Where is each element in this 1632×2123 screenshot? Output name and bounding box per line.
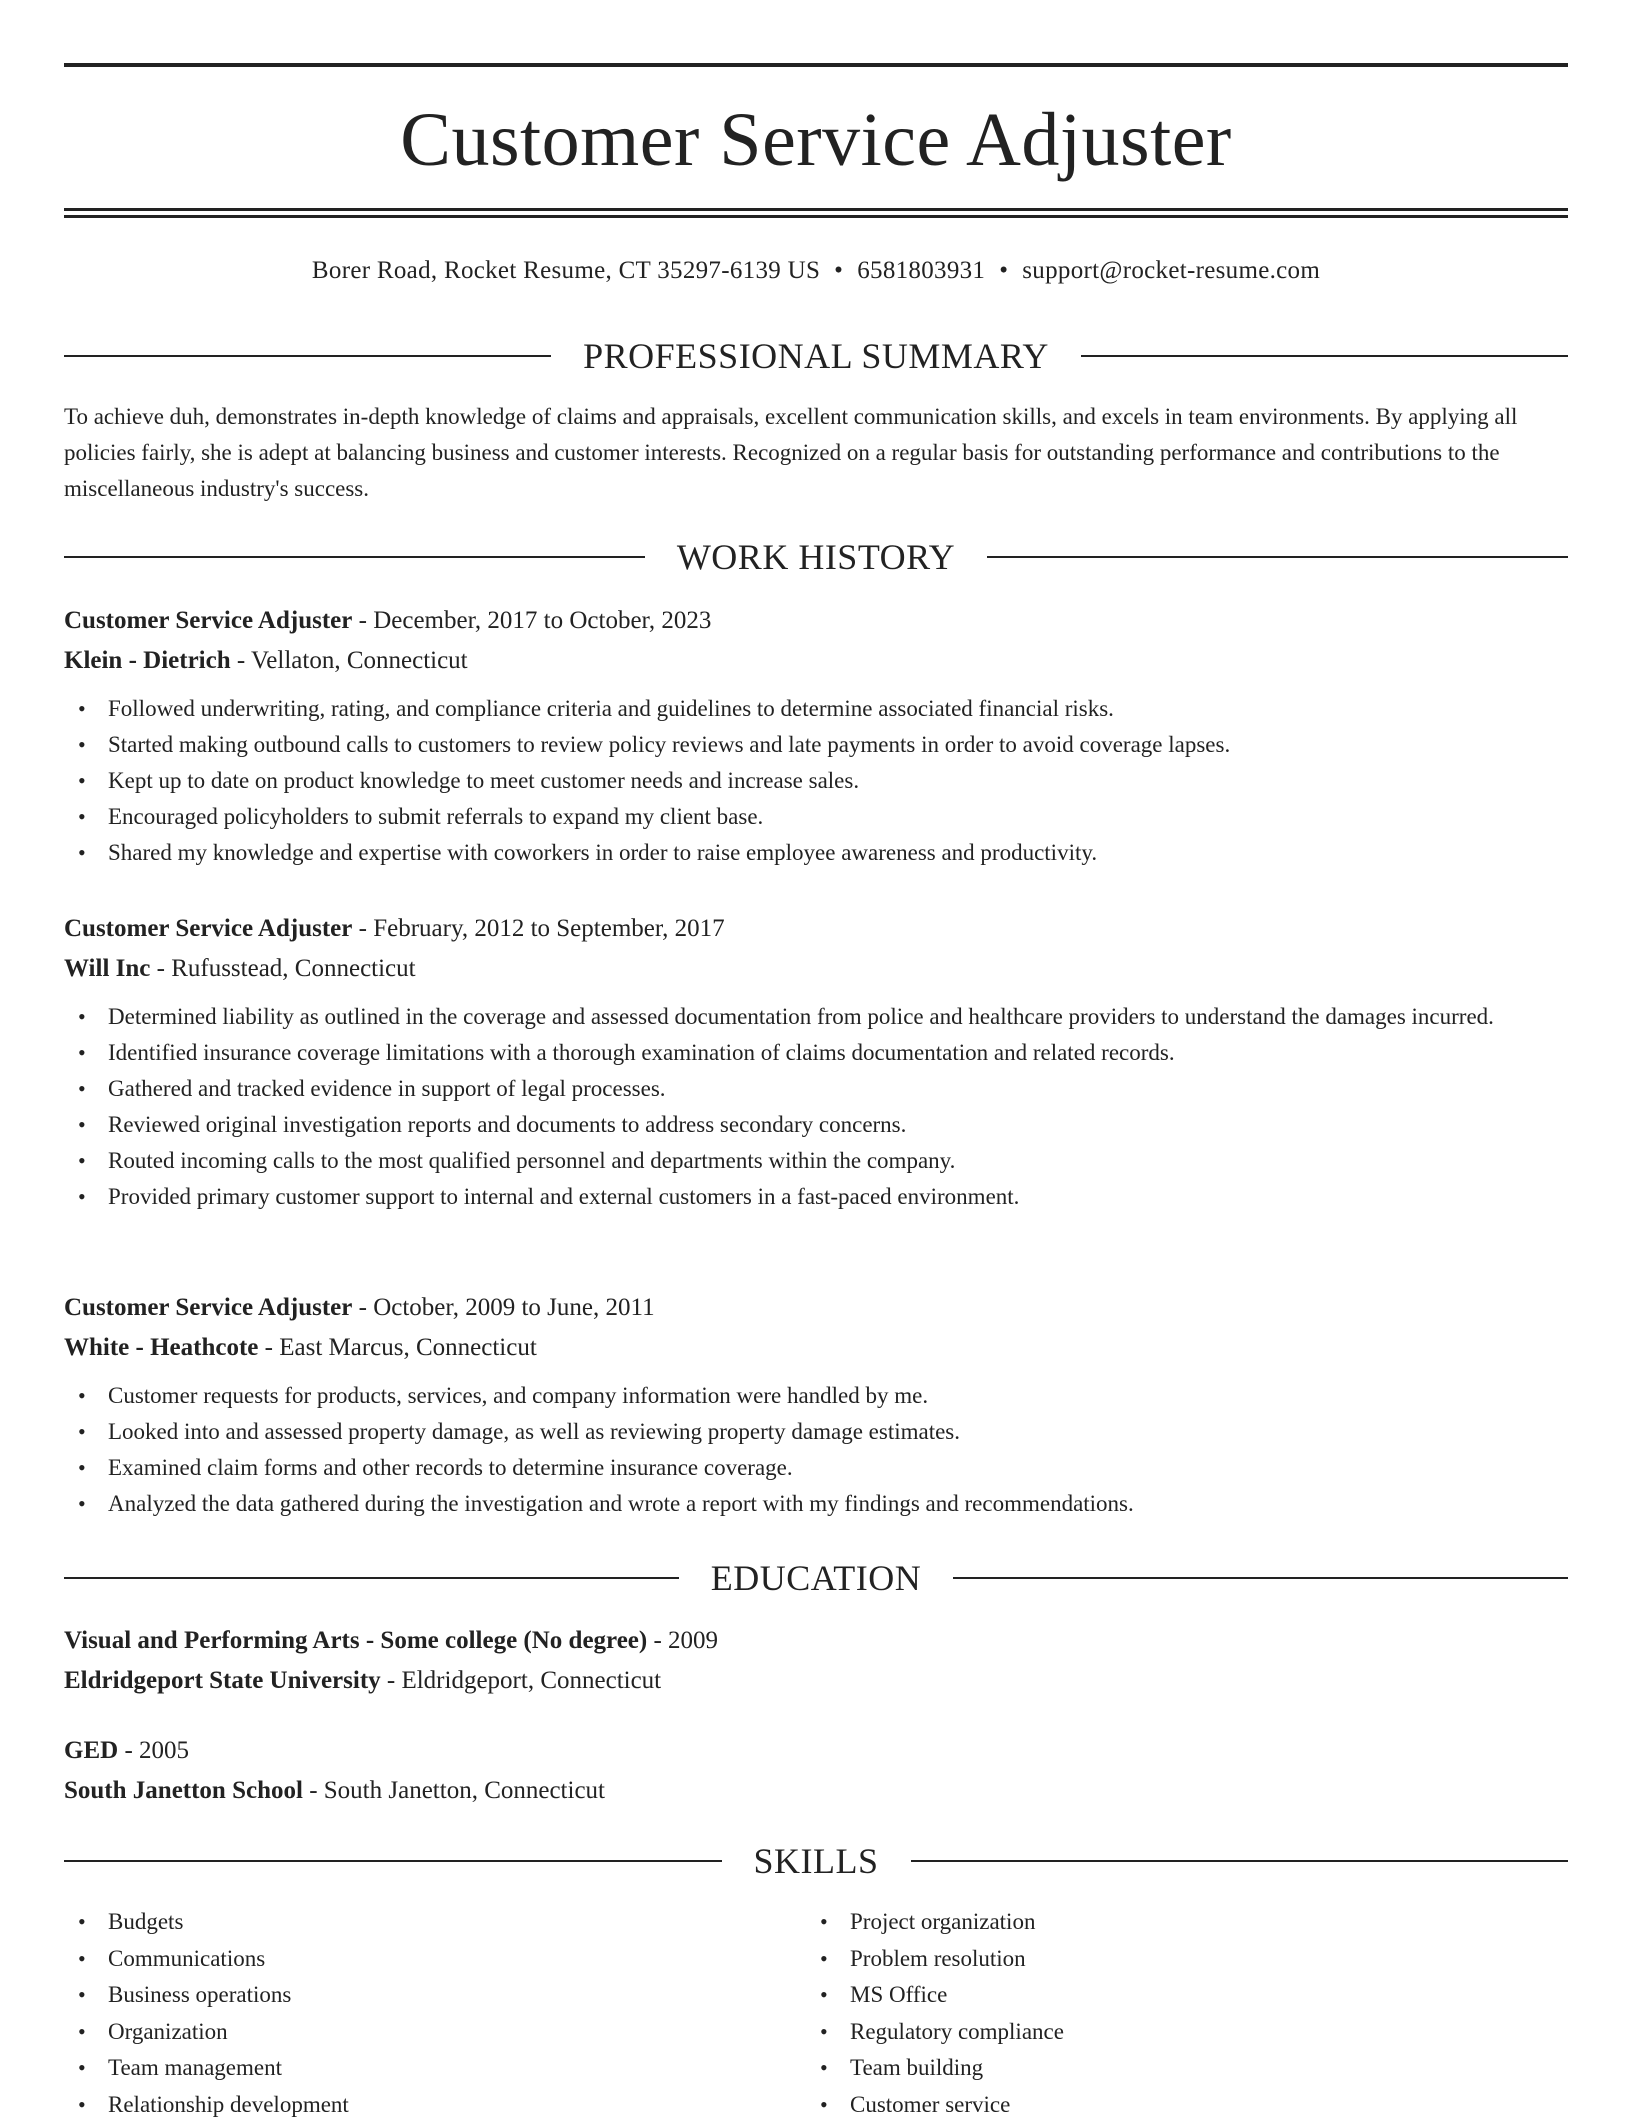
contact-address: Borer Road, Rocket Resume, CT 35297-6139 US [312, 257, 820, 284]
heading-rule [64, 556, 645, 558]
skills-section-heading [64, 1839, 1568, 1883]
list-item: • Shared my knowledge and expertise with coworkers in order to raise employee awareness and productivity. [64, 835, 1568, 871]
job-bullets [64, 999, 1568, 1215]
skills-heading: SKILLS [722, 1840, 911, 1882]
heading-rule [64, 355, 551, 357]
education-location: South Janetton, Connecticut [324, 1777, 605, 1804]
list-item: • Looked into and assessed property damage, as well as reviewing property damage estimates. [64, 1414, 1568, 1450]
education-degree-line: Visual and Performing Arts - Some college (No degree) - 2009 [64, 1621, 1568, 1661]
job-entry [64, 909, 1568, 1215]
heading-rule [1081, 355, 1568, 357]
list-item: • Followed underwriting, rating, and compliance criteria and guidelines to determine associated financial risks. [64, 691, 1568, 727]
education-degree: Visual and Performing Arts - Some college (No degree) [64, 1627, 647, 1654]
skill-item: • Budgets [64, 1904, 806, 1941]
job-title-line: Customer Service Adjuster - December, 2017 to October, 2023 [64, 601, 1568, 641]
education-entry [64, 1621, 1568, 1701]
skill-item: • Problem resolution [806, 1941, 1548, 1978]
job-dates: February, 2012 to September, 2017 [373, 915, 724, 942]
job-title: Customer Service Adjuster [64, 607, 352, 634]
education-school-line: South Janetton School - South Janetton, Connecticut [64, 1771, 1568, 1811]
heading-rule [911, 1860, 1569, 1862]
work-heading: WORK HISTORY [645, 536, 987, 578]
education-section-heading [64, 1556, 1568, 1600]
work-section-heading [64, 535, 1568, 579]
contact-separator: • [985, 257, 1022, 284]
skill-item: • Organization [64, 2014, 806, 2051]
education-school-line: Eldridgeport State University - Eldridgeport, Connecticut [64, 1661, 1568, 1701]
education-location: Eldridgeport, Connecticut [401, 1667, 661, 1694]
job-company: White - Heathcote [64, 1334, 258, 1361]
education-heading: EDUCATION [679, 1557, 953, 1599]
education-degree-line: GED - 2005 [64, 1731, 1568, 1771]
job-title: Customer Service Adjuster [64, 1294, 352, 1321]
list-item: • Routed incoming calls to the most qualified personnel and departments within the company. [64, 1143, 1568, 1179]
education-school: South Janetton School [64, 1777, 303, 1804]
education-year: 2009 [668, 1627, 718, 1654]
contact-line [64, 254, 1568, 288]
skills-column-left [64, 1904, 806, 2123]
list-item: • Kept up to date on product knowledge to meet customer needs and increase sales. [64, 763, 1568, 799]
job-title-line: Customer Service Adjuster - February, 2012 to September, 2017 [64, 909, 1568, 949]
contact-phone: 6581803931 [857, 257, 985, 284]
education-entry [64, 1731, 1568, 1811]
education-year: 2005 [139, 1737, 189, 1764]
list-item: • Identified insurance coverage limitations with a thorough examination of claims documentation and related records. [64, 1035, 1568, 1071]
contact-email: support@rocket-resume.com [1022, 257, 1320, 284]
skill-item: • Team management [64, 2050, 806, 2087]
skill-item: • Regulatory compliance [806, 2014, 1548, 2051]
skill-item: • MS Office [806, 1977, 1548, 2014]
candidate-name: Customer Service Adjuster [64, 92, 1568, 188]
job-company-line: Klein - Dietrich - Vellaton, Connecticut [64, 641, 1568, 681]
double-rule [64, 208, 1568, 218]
list-item: • Started making outbound calls to customers to review policy reviews and late payments in order to avoid coverage lapses. [64, 727, 1568, 763]
heading-rule [953, 1577, 1568, 1579]
list-item: • Examined claim forms and other records to determine insurance coverage. [64, 1450, 1568, 1486]
job-company-line: White - Heathcote - East Marcus, Connecticut [64, 1328, 1568, 1368]
job-dates: October, 2009 to June, 2011 [373, 1294, 654, 1321]
skill-item: • Relationship development [64, 2087, 806, 2123]
list-item: • Reviewed original investigation reports and documents to address secondary concerns. [64, 1107, 1568, 1143]
heading-rule [64, 1860, 722, 1862]
summary-heading: PROFESSIONAL SUMMARY [551, 335, 1081, 377]
job-company: Klein - Dietrich [64, 647, 231, 674]
job-location: Rufusstead, Connecticut [171, 955, 415, 982]
heading-rule [987, 556, 1568, 558]
job-location: Vellaton, Connecticut [251, 647, 468, 674]
top-rule [64, 63, 1568, 67]
education-school: Eldridgeport State University [64, 1667, 381, 1694]
contact-separator: • [820, 257, 857, 284]
skills-list [64, 1904, 1568, 2123]
list-item: • Provided primary customer support to internal and external customers in a fast-paced environment. [64, 1179, 1568, 1215]
skill-item: • Customer service [806, 2087, 1548, 2123]
job-dates: December, 2017 to October, 2023 [373, 607, 711, 634]
heading-rule [64, 1577, 679, 1579]
skill-item: • Communications [64, 1941, 806, 1978]
summary-text: To achieve duh, demonstrates in-depth knowledge of claims and appraisals, excellent communication skills, and excels in team environments. By applying all policies fairly, she is adept at balancing business and customer interests. Recognized on a regular basis for outstanding performance and contributions to the miscellaneous industry's success. [64, 399, 1568, 507]
job-company: Will Inc [64, 955, 150, 982]
summary-section-heading [64, 334, 1568, 378]
list-item: • Determined liability as outlined in the coverage and assessed documentation from police and healthcare providers to understand the damages incurred. [64, 999, 1568, 1035]
job-bullets [64, 1378, 1568, 1522]
job-entry [64, 601, 1568, 871]
list-item: • Analyzed the data gathered during the investigation and wrote a report with my findings and recommendations. [64, 1486, 1568, 1522]
list-item: • Customer requests for products, services, and company information were handled by me. [64, 1378, 1568, 1414]
job-company-line: Will Inc - Rufusstead, Connecticut [64, 949, 1568, 989]
list-item: • Gathered and tracked evidence in support of legal processes. [64, 1071, 1568, 1107]
job-bullets [64, 691, 1568, 871]
skill-item: • Team building [806, 2050, 1548, 2087]
skill-item: • Project organization [806, 1904, 1548, 1941]
job-entry [64, 1288, 1568, 1522]
skill-item: • Business operations [64, 1977, 806, 2014]
list-item: • Encouraged policyholders to submit referrals to expand my client base. [64, 799, 1568, 835]
skills-column-right [806, 1904, 1548, 2123]
education-degree: GED [64, 1737, 118, 1764]
job-location: East Marcus, Connecticut [279, 1334, 537, 1361]
job-title-line: Customer Service Adjuster - October, 2009 to June, 2011 [64, 1288, 1568, 1328]
job-title: Customer Service Adjuster [64, 915, 352, 942]
